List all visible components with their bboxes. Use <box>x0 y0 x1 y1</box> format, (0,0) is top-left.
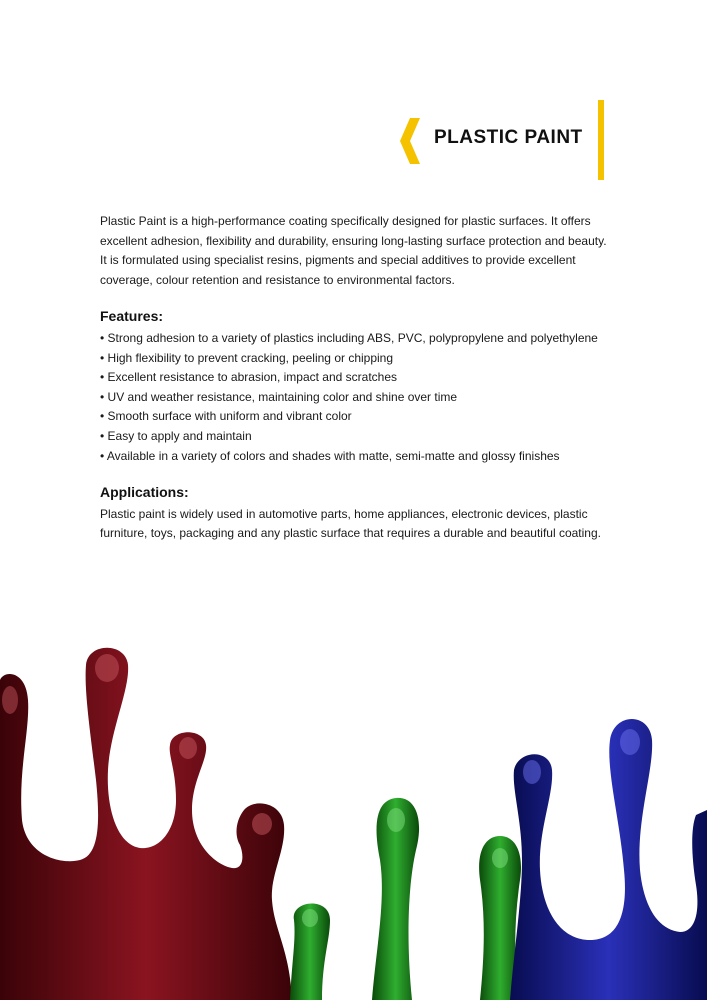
feature-item: • Strong adhesion to a variety of plastics including ABS, PVC, polypropylene and polyethylene <box>100 330 598 345</box>
content <box>100 212 610 544</box>
blue-paint-splash <box>510 719 707 1000</box>
intro-paragraph: Plastic Paint is a high-performance coating specifically designed for plastic surfaces. It offers excellent adhesion, flexibility and durability, ensuring long-lasting surface protection and beauty. It is formulated using specialist resins, pigments and special additives to provide excellent coverage, colour retention and resistance to environmental factors. <box>100 214 607 287</box>
applications-heading: Applications: <box>100 484 189 501</box>
red-paint-splash <box>0 648 292 1000</box>
feature-item: • UV and weather resistance, maintaining color and shine over time <box>100 389 458 404</box>
applications-paragraph: Plastic paint is widely used in automotive parts, home appliances, electronic devices, plastic furniture, toys, packaging and any plastic surface that requires a durable and beautiful coating. <box>100 506 601 541</box>
paint-splash-illustration <box>0 620 707 1000</box>
accent-bar <box>598 100 604 180</box>
feature-item: • Available in a variety of colors and shades with matte, semi-matte and glossy finishes <box>100 448 560 463</box>
page-title: PLASTIC PAINT <box>434 127 583 148</box>
feature-item: • Easy to apply and maintain <box>100 428 252 443</box>
feature-item: • Excellent resistance to abrasion, impact and scratches <box>100 370 398 385</box>
feature-item: • High flexibility to prevent cracking, peeling or chipping <box>100 350 394 365</box>
title-block <box>396 100 606 180</box>
features-heading: Features: <box>100 308 164 325</box>
green-paint-splash <box>290 798 521 1000</box>
chevron-left-icon <box>400 118 422 164</box>
feature-item: • Smooth surface with uniform and vibrant color <box>100 409 352 424</box>
features-list <box>100 329 610 466</box>
